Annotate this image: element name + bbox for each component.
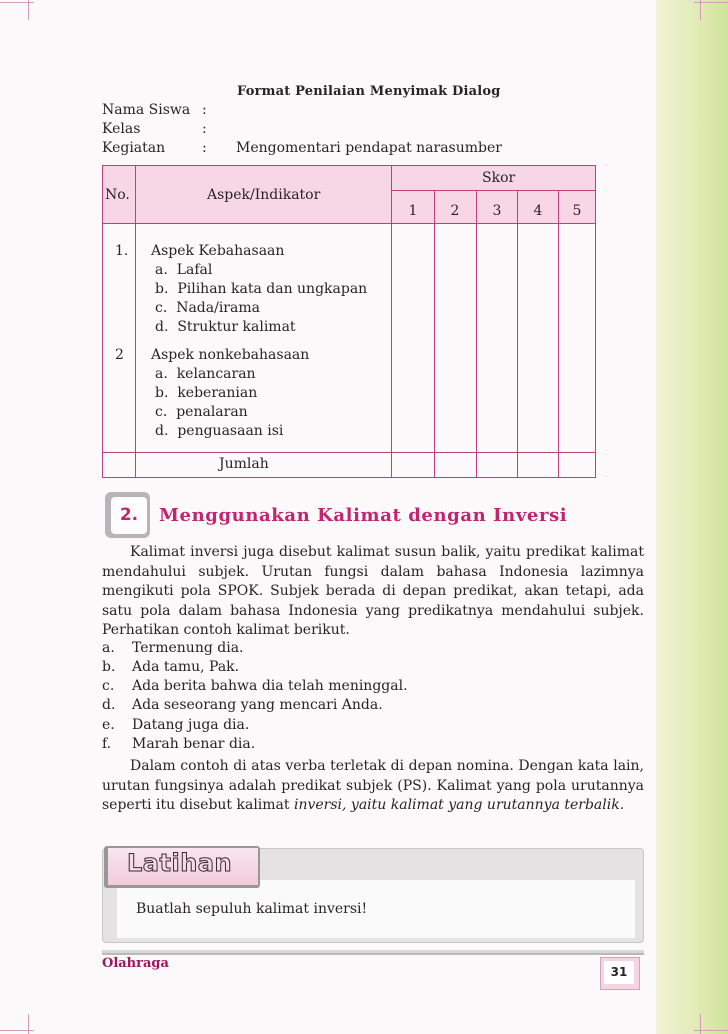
side-stripe	[656, 0, 728, 1034]
table-divider	[103, 223, 595, 224]
item-text: kelancaran	[176, 366, 256, 382]
item-text: Ada berita bahwa dia telah meninggal.	[132, 678, 408, 694]
meta-colon: :	[202, 102, 207, 118]
indicator-item	[155, 319, 296, 335]
table-divider	[434, 190, 435, 477]
example-item	[102, 640, 244, 656]
item-marker: b.	[155, 281, 169, 297]
indicator-item	[155, 423, 283, 439]
intro-paragraph: Kalimat inversi juga disebut kalimat susun balik, yaitu predikat kalimat mendahului subjek. Urutan fungsi dalam bahasa Indonesia lazimnya mengikuti pola SPOK. Subjek berada di depan predikat, akan tetapi, ada satu pola dalam bahasa Indonesia yang predikatnya mendahului subjek. Perhatikan contoh kalimat berikut.	[102, 544, 644, 639]
item-text: keberanian	[177, 385, 258, 401]
item-marker: b.	[102, 659, 116, 675]
table-divider	[391, 166, 392, 477]
item-text: Marah benar dia.	[132, 736, 256, 752]
item-marker: a.	[155, 366, 168, 382]
meta-label: Kegiatan	[102, 140, 166, 156]
score-header: 5	[572, 203, 582, 219]
crop-mark	[28, 0, 29, 20]
assessment-table	[102, 165, 596, 478]
closing-text: Dalam contoh di atas verba terletak di depan nomina. Dengan kata lain, urutan fungsinya adalah predikat subjek (PS). Kalimat yang pola urutannya seperti itu disebut kalimat	[102, 758, 644, 814]
row-number: 1.	[115, 243, 129, 259]
crop-mark	[28, 1014, 29, 1034]
section-number: 2.	[111, 497, 147, 534]
item-marker: c.	[155, 300, 168, 316]
row-number: 2	[115, 347, 124, 363]
footer-divider	[102, 953, 644, 955]
example-item	[102, 678, 408, 694]
table-divider	[135, 166, 136, 477]
item-text: Nada/irama	[176, 300, 260, 316]
meta-colon: :	[202, 140, 207, 156]
indicator-item	[155, 366, 256, 382]
aspect-title: Aspek Kebahasaan	[151, 243, 285, 259]
item-text: Struktur kalimat	[177, 319, 296, 335]
item-marker: d.	[102, 697, 116, 713]
score-header: 2	[450, 203, 460, 219]
table-divider	[476, 190, 477, 477]
item-text: Ada tamu, Pak.	[132, 659, 240, 675]
item-text: Datang juga dia.	[132, 717, 250, 733]
item-marker: a.	[155, 262, 168, 278]
example-item	[102, 736, 255, 752]
total-label: Jumlah	[219, 456, 269, 472]
crop-mark	[700, 1014, 701, 1034]
meta-colon: :	[202, 121, 207, 137]
indicator-item	[155, 262, 212, 278]
item-marker: d.	[155, 423, 169, 439]
item-text: Ada seseorang yang mencari Anda.	[132, 697, 383, 713]
closing-paragraph	[102, 757, 644, 816]
column-header-skor: Skor	[482, 170, 516, 186]
crop-mark	[700, 0, 701, 20]
score-header: 4	[533, 203, 543, 219]
page-number: 31	[604, 961, 634, 984]
indicator-item	[155, 385, 257, 401]
item-text: penguasaan isi	[177, 423, 284, 439]
item-text: Pilihan kata dan ungkapan	[177, 281, 368, 297]
example-item	[102, 697, 383, 713]
item-text: Termenung dia.	[132, 640, 244, 656]
example-item	[102, 659, 239, 675]
closing-italic-text: inversi, yaitu kalimat yang urutannya terbalik.	[293, 797, 625, 814]
score-header: 1	[408, 203, 418, 219]
meta-value: Mengomentari pendapat narasumber	[236, 140, 502, 156]
item-marker: a.	[102, 640, 115, 656]
aspect-title: Aspek nonkebahasaan	[151, 347, 310, 363]
item-marker: c.	[155, 404, 168, 420]
table-divider	[103, 452, 595, 453]
form-title: Format Penilaian Menyimak Dialog	[237, 84, 501, 99]
item-marker: e.	[102, 717, 115, 733]
item-marker: f.	[102, 736, 112, 752]
table-divider	[391, 190, 595, 191]
item-text: penalaran	[176, 404, 248, 420]
example-item	[102, 717, 249, 733]
score-header: 3	[492, 203, 502, 219]
item-text: Lafal	[176, 262, 213, 278]
footer-chapter: Olahraga	[102, 956, 169, 971]
indicator-item	[155, 300, 260, 316]
exercise-instruction: Buatlah sepuluh kalimat inversi!	[136, 901, 368, 917]
column-header-aspek: Aspek/Indikator	[207, 187, 321, 203]
item-marker: b.	[155, 385, 169, 401]
section-title: Menggunakan Kalimat dengan Inversi	[159, 505, 568, 526]
column-header-no: No.	[105, 187, 130, 203]
item-marker: c.	[102, 678, 115, 694]
indicator-item	[155, 404, 248, 420]
meta-label: Kelas	[102, 121, 141, 137]
indicator-item	[155, 281, 367, 297]
table-divider	[517, 190, 518, 477]
item-marker: d.	[155, 319, 169, 335]
table-divider	[558, 190, 559, 477]
meta-label: Nama Siswa	[102, 102, 191, 118]
exercise-label: Latihan	[127, 849, 233, 877]
